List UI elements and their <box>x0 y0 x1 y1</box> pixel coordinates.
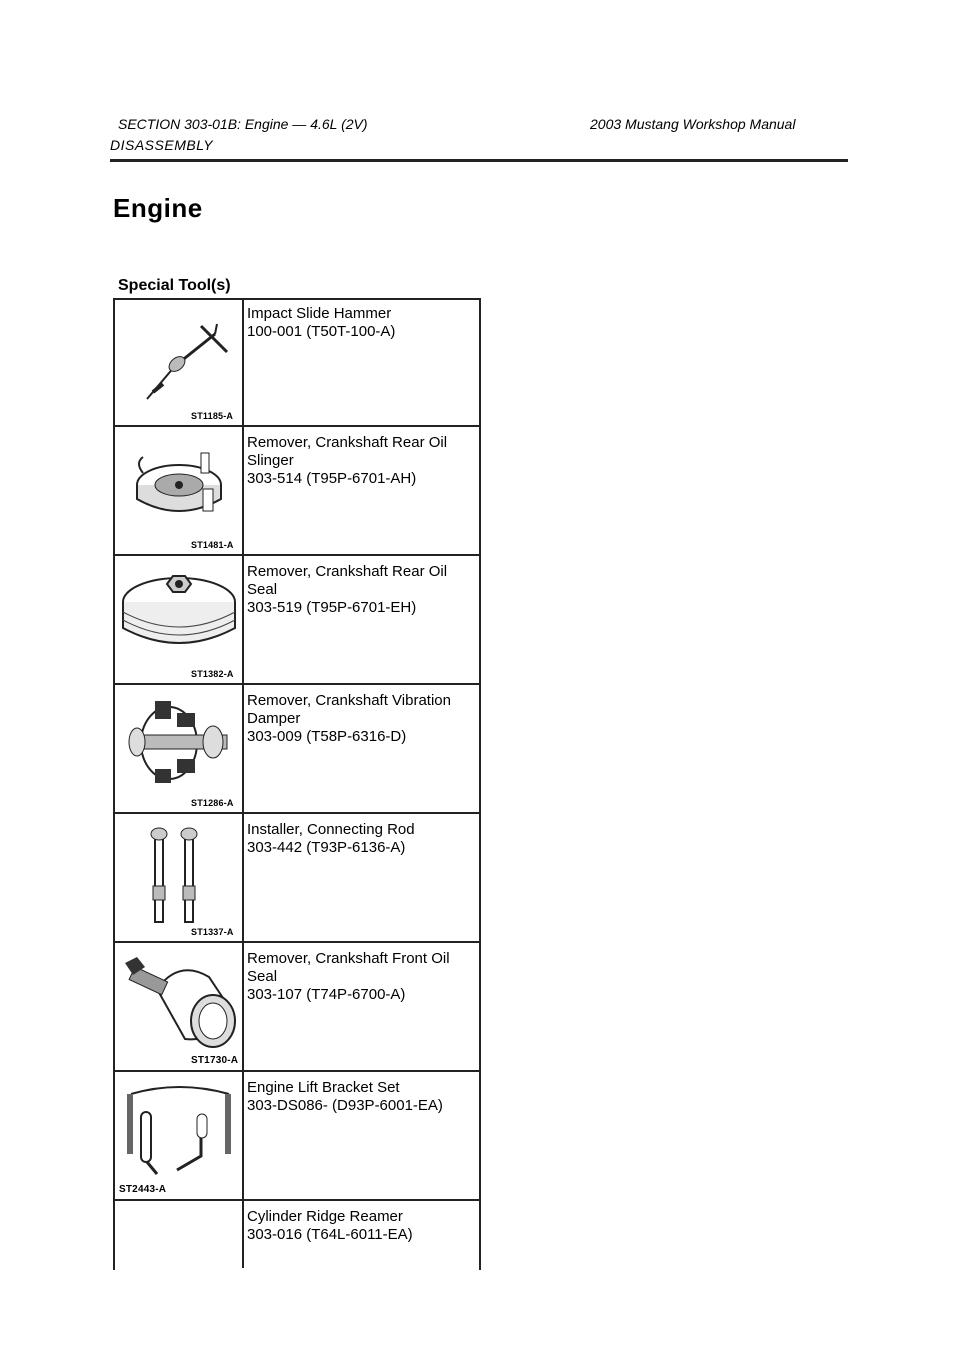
tool-number-line: 303-107 (T74P-6700-A) <box>247 986 406 1003</box>
page-title: Engine <box>113 193 203 223</box>
tool-number-line: 303-519 (T95P-6701-EH) <box>247 599 417 616</box>
oil-slinger-remover-illustration <box>117 433 237 538</box>
tool-description <box>247 950 475 1004</box>
tool-name-line: Remover, Crankshaft Vibration <box>247 692 451 709</box>
tool-row <box>113 814 479 943</box>
tool-number-line: 303-514 (T95P-6701-AH) <box>247 470 417 487</box>
tool-name-line: Remover, Crankshaft Front Oil <box>247 950 450 967</box>
tool-illustration-cell <box>113 943 241 1070</box>
tool-illustration-cell <box>113 1072 241 1199</box>
tool-row <box>113 943 479 1072</box>
header-manual-title: 2003 Mustang Workshop Manual <box>590 116 796 132</box>
tool-row <box>113 298 479 427</box>
tool-number-line: 303-DS086- (D93P-6001-EA) <box>247 1097 443 1114</box>
tool-row <box>113 556 479 685</box>
tool-row <box>113 685 479 814</box>
tool-code: ST1286-A <box>191 798 234 808</box>
slide-hammer-illustration <box>117 304 237 409</box>
tool-description <box>247 1208 475 1244</box>
tool-row <box>113 1072 479 1201</box>
tool-name-line: Impact Slide Hammer <box>247 305 392 322</box>
tool-name-line: Installer, Connecting Rod <box>247 821 415 838</box>
tool-description <box>247 692 475 746</box>
tool-row <box>113 427 479 556</box>
front-oil-seal-remover-illustration <box>117 949 241 1054</box>
tool-name-line: Cylinder Ridge Reamer <box>247 1208 403 1225</box>
tool-code: ST1481-A <box>191 540 234 550</box>
tool-name-line: Engine Lift Bracket Set <box>247 1079 400 1096</box>
tool-illustration-cell <box>113 427 241 554</box>
tool-number-line: 100-001 (T50T-100-A) <box>247 323 396 340</box>
tool-description <box>247 1079 475 1115</box>
tool-name-line: Remover, Crankshaft Rear Oil <box>247 434 448 451</box>
tool-description <box>247 434 475 488</box>
tool-illustration-cell <box>113 556 241 683</box>
tool-description <box>247 563 475 617</box>
tool-code: ST2443-A <box>119 1184 167 1195</box>
engine-lift-bracket-illustration <box>117 1078 241 1183</box>
tool-illustration-cell <box>113 298 241 425</box>
tool-code: ST1185-A <box>191 411 234 421</box>
tool-illustration-cell <box>113 1201 241 1264</box>
tool-description <box>247 305 475 341</box>
tool-description <box>247 821 475 857</box>
tool-name-line: Seal <box>247 581 278 598</box>
tool-number-line: 303-016 (T64L-6011-EA) <box>247 1226 413 1243</box>
header-section: SECTION 303-01B: Engine — 4.6L (2V) <box>118 116 368 132</box>
tool-code: ST1337-A <box>191 927 234 937</box>
tool-number-line: 303-442 (T93P-6136-A) <box>247 839 406 856</box>
tool-name-line: Damper <box>247 710 301 727</box>
header-divider <box>110 159 848 162</box>
rear-oil-seal-remover-illustration <box>117 562 241 667</box>
tool-code: ST1382-A <box>191 669 234 679</box>
vibration-damper-remover-illustration <box>117 691 237 796</box>
tool-code: ST1730-A <box>191 1055 239 1066</box>
tool-illustration-cell <box>113 814 241 941</box>
special-tools-heading: Special Tool(s) <box>118 277 231 294</box>
tool-name-line: Seal <box>247 968 278 985</box>
special-tools-table <box>113 298 479 1264</box>
connecting-rod-installer-illustration <box>117 820 237 925</box>
tool-name-line: Slinger <box>247 452 294 469</box>
tool-name-line: Remover, Crankshaft Rear Oil <box>247 563 448 580</box>
header-subsection: DISASSEMBLY <box>110 137 214 153</box>
tool-row <box>113 1201 479 1264</box>
tool-number-line: 303-009 (T58P-6316-D) <box>247 728 407 745</box>
tool-illustration-cell <box>113 685 241 812</box>
